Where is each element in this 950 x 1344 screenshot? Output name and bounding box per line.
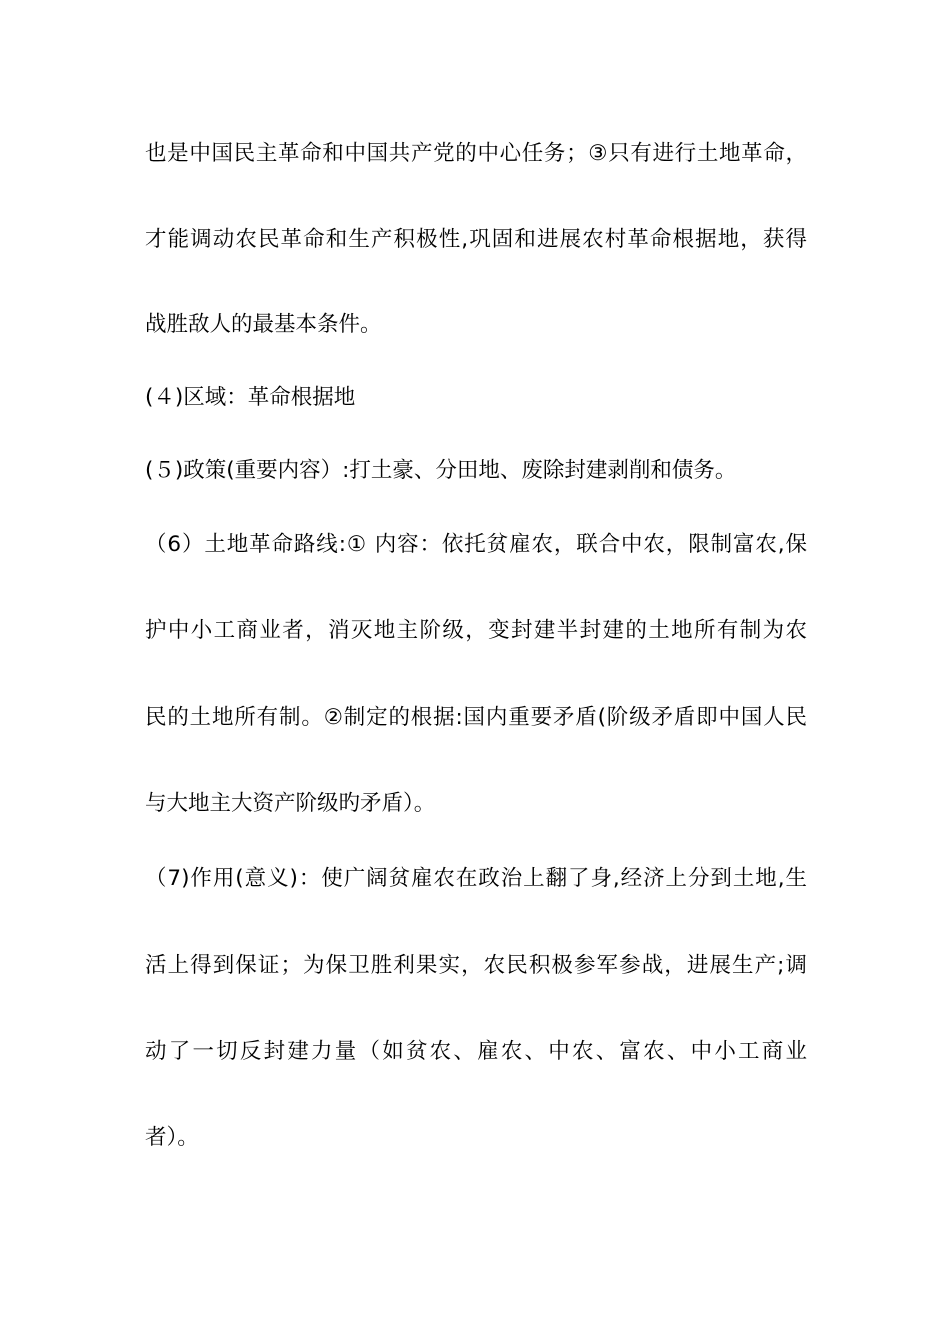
section-heading-4: (４)区域：革命根据地 xyxy=(145,385,356,410)
text-line: 与大地主大资产阶级旳矛盾）。 xyxy=(145,791,436,816)
text-line: 也是中国民主革命和中国共产党的中心任务；③只有进行土地革命， xyxy=(145,141,807,166)
text-line: 才能调动农民革命和生产积极性,巩固和进展农村革命根据地，获得 xyxy=(145,227,807,252)
section-heading-6: （6）土地革命路线:① 内容：依托贫雇农，联合中农，限制富农,保 xyxy=(145,532,807,557)
text-line: 者）。 xyxy=(145,1125,199,1150)
text-line: 战胜敌人的最基本条件。 xyxy=(145,312,382,337)
section-heading-7: （7)作用(意义)：使广阔贫雇农在政治上翻了身,经济上分到土地,生 xyxy=(145,866,807,891)
section-heading-5: (５)政策(重要内容）:打土豪、分田地、废除封建剥削和债务。 xyxy=(145,458,737,483)
text-line: 护中小工商业者，消灭地主阶级，变封建半封建的土地所有制为农 xyxy=(145,618,807,643)
text-line: 活上得到保证；为保卫胜利果实，农民积极参军参战，进展生产;调 xyxy=(145,953,807,978)
text-line: 民的土地所有制。②制定的根据:国内重要矛盾(阶级矛盾即中国人民 xyxy=(145,705,807,730)
text-line: 动了一切反封建力量（如贫农、雇农、中农、富农、中小工商业 xyxy=(145,1039,807,1064)
